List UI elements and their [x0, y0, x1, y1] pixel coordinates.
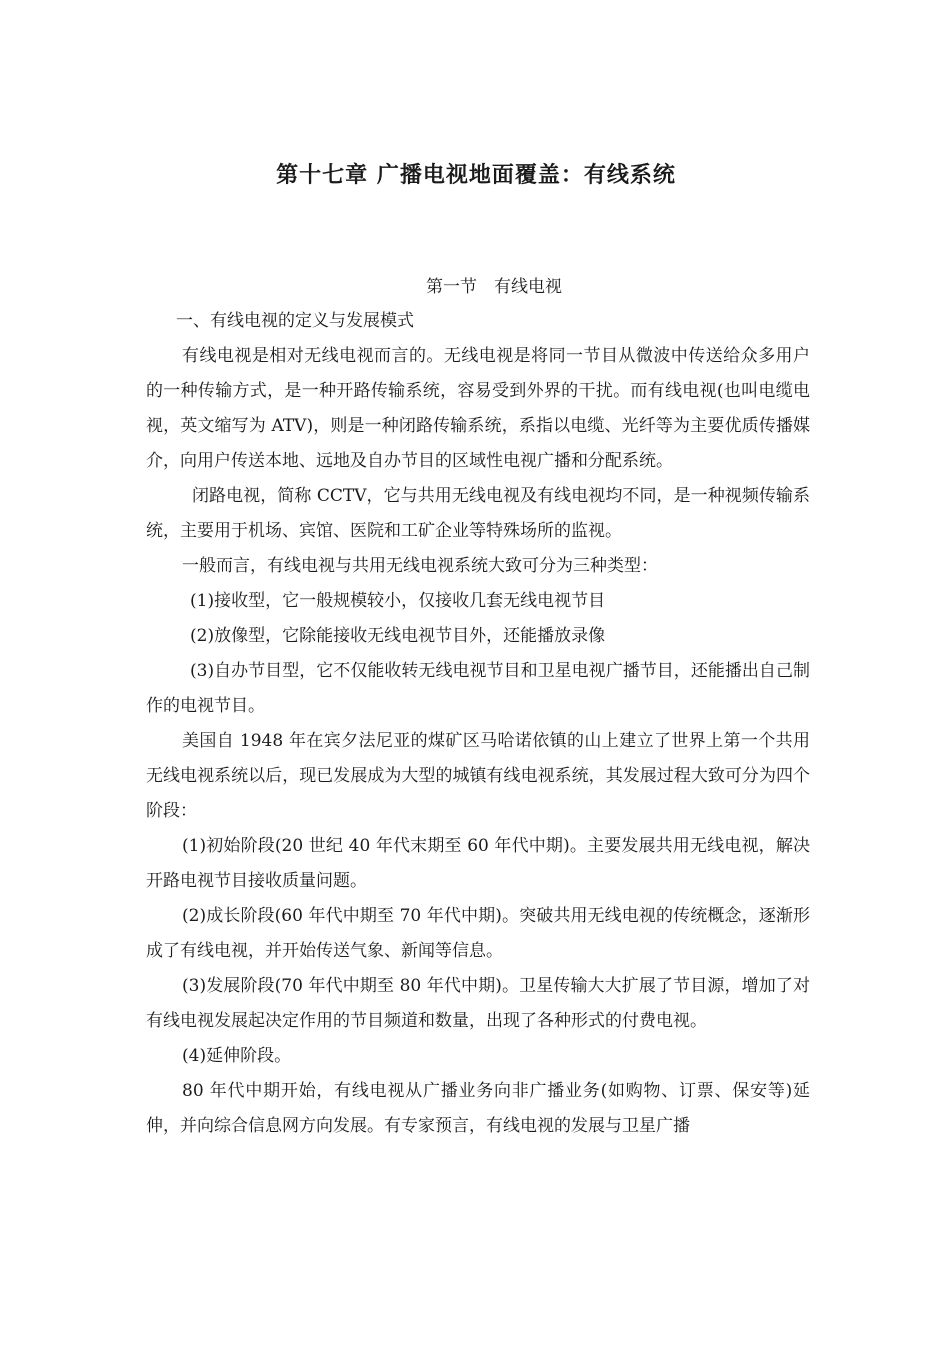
list-item-type-1: (1)接收型，它一般规模较小，仅接收几套无线电视节目 — [190, 591, 606, 611]
section-title: 第一节 有线电视 — [426, 277, 562, 297]
paragraph-definition: 有线电视是相对无线电视而言的。无线电视是将同一节目从微波中传送给众多用户的一种传输方式，是一种开路传输系统，容易受到外界的干扰。而有线电视(也叫电缆电视，英文缩写为 ATV)，则是一种闭路传输系统，系指以电缆、光纤等为主要优质传播媒介，向用户传送本地、远地及自办节目的区域性电视广播和分配系统。 — [146, 346, 810, 471]
paragraph-types-intro: 一般而言，有线电视与共用无线电视系统大致可分为三种类型： — [182, 556, 658, 576]
chapter-title: 第十七章 广播电视地面覆盖：有线系统 — [276, 163, 676, 188]
list-item-stage-3: (3)发展阶段(70 年代中期至 80 年代中期)。卫星传输大大扩展了节目源，增加了对有线电视发展起决定作用的节目频道和数量，出现了各种形式的付费电视。 — [146, 976, 810, 1031]
body-text — [146, 304, 810, 1144]
list-item-type-2: (2)放像型，它除能接收无线电视节目外，还能播放录像 — [190, 626, 606, 646]
list-item-stage-1: (1)初始阶段(20 世纪 40 年代末期至 60 年代中期)。主要发展共用无线电视，解决开路电视节目接收质量问题。 — [146, 836, 810, 891]
paragraph-us-history: 美国自 1948 年在宾夕法尼亚的煤矿区马哈诺依镇的山上建立了世界上第一个共用无线电视系统以后，现已发展成为大型的城镇有线电视系统，其发展过程大致可分为四个阶段： — [146, 731, 810, 821]
list-item-type-3: (3)自办节目型，它不仅能收转无线电视节目和卫星电视广播节目，还能播出自己制作的电视节目。 — [146, 661, 810, 716]
paragraph-cctv: 闭路电视，简称 CCTV，它与共用无线电视及有线电视均不同，是一种视频传输系统，主要用于机场、宾馆、医院和工矿企业等特殊场所的监视。 — [146, 486, 810, 541]
paragraph-extension: 80 年代中期开始，有线电视从广播业务向非广播业务(如购物、订票、保安等)延伸，并向综合信息网方向发展。有专家预言，有线电视的发展与卫星广播 — [146, 1081, 810, 1136]
list-item-stage-4: (4)延伸阶段。 — [182, 1046, 292, 1066]
subsection-heading: 一、有线电视的定义与发展模式 — [176, 311, 414, 331]
list-item-stage-2: (2)成长阶段(60 年代中期至 70 年代中期)。突破共用无线电视的传统概念，逐渐形成了有线电视，并开始传送气象、新闻等信息。 — [146, 906, 810, 961]
